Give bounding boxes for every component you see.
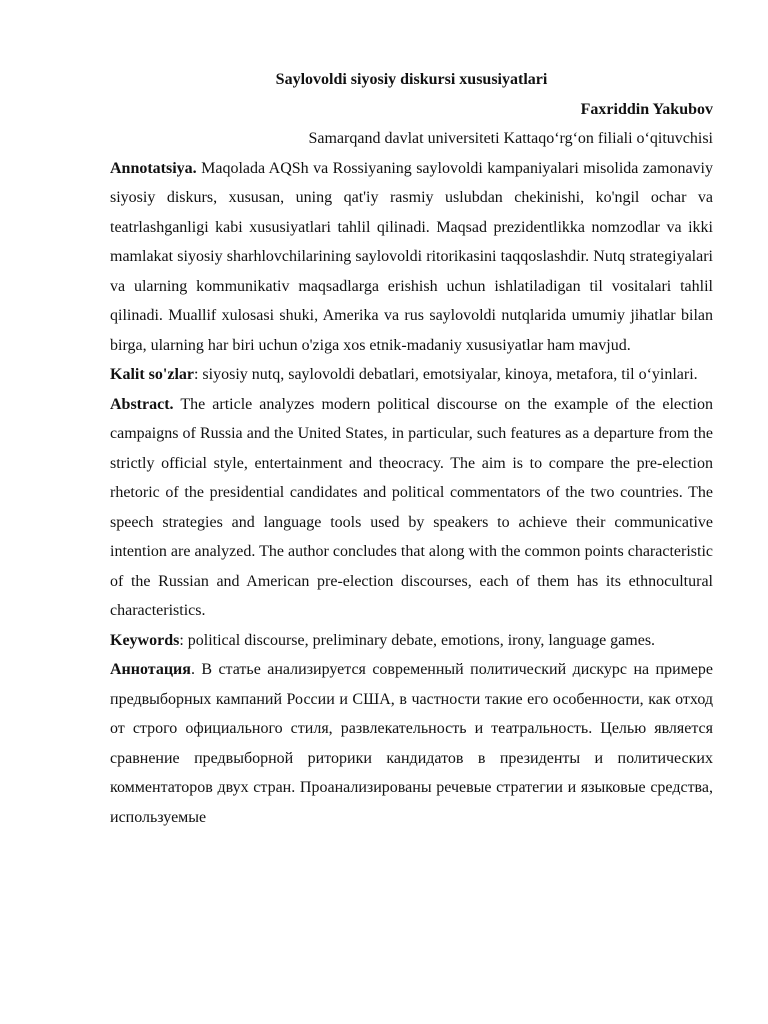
abstract-en-text: The article analyzes modern political discourse on the example of the election campaigns of Russia and the United States, in particular, such features as a departure from the strictly official style, entertainment and theocracy. The aim is to compare the pre-election rhetoric of the presidential candidates and political commentators of the two countries. The speech strategies and language tools used by speakers to achieve their communicative intention are analyzed. The author concludes that along with the common points characteristic of the Russian and American pre-election discourses, each of them has its ethnocultural characteristics. xyxy=(110,395,713,619)
keywords-en-label: Keywords xyxy=(110,631,180,649)
annotation-ru-paragraph xyxy=(110,655,713,832)
keywords-en-paragraph xyxy=(110,626,713,656)
author-affiliation: Samarqand davlat universiteti Kattaqo‘rg‘on filiali o‘qituvchisi xyxy=(308,130,713,147)
annotation-ru-text: . В статье анализируется современный политический дискурс на примере предвыборных кампаний России и США, в частности такие его особенности, как отход от строго официального стиля, развлекательность и театральность. Целью является сравнение предвыборной риторики кандидатов в президенты и политических комментаторов двух стран. Проанализированы речевые стратегии и языковые средства, используемые xyxy=(110,661,713,826)
abstract-en-paragraph xyxy=(110,390,713,626)
keywords-uz-label: Kalit so'zlar xyxy=(110,366,194,383)
annotation-uz-paragraph xyxy=(110,154,713,361)
annotation-ru-label: Аннотация xyxy=(110,661,191,678)
annotation-uz-label: Annotatsiya. xyxy=(110,159,197,177)
abstract-en-label: Abstract. xyxy=(110,395,174,413)
keywords-uz-paragraph xyxy=(110,360,713,390)
keywords-en-text: : political discourse, preliminary debate, emotions, irony, language games. xyxy=(179,631,656,649)
keywords-uz-text: : siyosiy nutq, saylovoldi debatlari, emotsiyalar, kinoya, metafora, til o‘yinlari. xyxy=(193,366,698,383)
document-page xyxy=(110,65,713,832)
article-title: Saylovoldi siyosiy diskursi xususiyatlari xyxy=(275,71,548,88)
annotation-uz-text: Maqolada AQSh va Rossiyaning saylovoldi kampaniyalari misolida zamonaviy siyosiy diskurs, xususan, uning qat'iy rasmiy uslubdan chekinishi, ko'ngil ochar va teatrlashganligi kabi xususiyatlari tahlil qilinadi. Maqsad prezidentlikka nomzodlar va ikki mamlakat siyosiy sharhlovchilarining saylovoldi ritorikasini taqqoslashdir. Nutq strategiyalari va ularning kommunikativ maqsadlarga erishish uchun ishlatiladigan til vositalari tahlil qilinadi. Muallif xulosasi shuki, Amerika va rus saylovoldi nutqlarida umumiy jihatlar bilan birga, ularning har biri uchun o'ziga xos etnik-madaniy xususiyatlar ham mavjud. xyxy=(110,159,713,354)
author-name: Faxriddin Yakubov xyxy=(580,100,713,118)
